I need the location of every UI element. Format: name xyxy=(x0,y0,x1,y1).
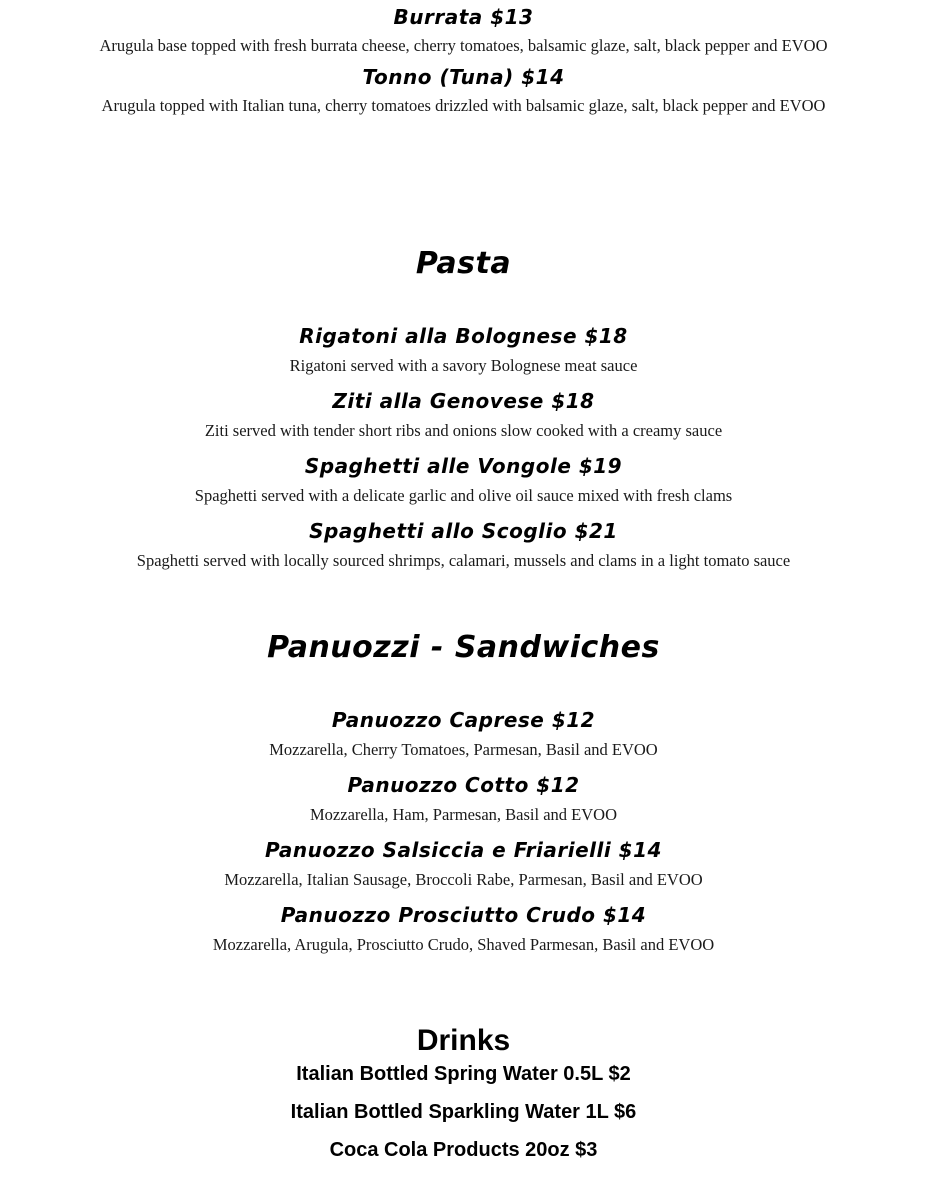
drink-item: Italian Bottled Spring Water 0.5L $2 xyxy=(296,1063,631,1085)
menu-item-name: Burrata $13 xyxy=(393,5,534,29)
section-title-drinks: Drinks xyxy=(416,1024,511,1057)
menu-item-name: Rigatoni alla Bolognese $18 xyxy=(299,324,628,348)
menu-item-name: Panuozzo Cotto $12 xyxy=(347,773,580,797)
menu-item-description: Mozzarella, Cherry Tomatoes, Parmesan, Basil and EVOO xyxy=(269,740,658,759)
drink-item: Italian Bottled Sparkling Water 1L $6 xyxy=(290,1101,637,1123)
menu-item-name: Tonno (Tuna) $14 xyxy=(362,65,565,89)
menu-item-description: Mozzarella, Arugula, Prosciutto Crudo, Shaved Parmesan, Basil and EVOO xyxy=(212,935,715,954)
menu-item-name: Ziti alla Genovese $18 xyxy=(332,389,595,413)
drink-item: Coca Cola Products 20oz $3 xyxy=(329,1139,598,1161)
section-title-pasta: Pasta xyxy=(415,246,512,281)
menu-item-description: Arugula topped with Italian tuna, cherry tomatoes drizzled with balsamic glaze, salt, black pepper and EVOO xyxy=(101,96,826,115)
menu-item-name: Spaghetti allo Scoglio $21 xyxy=(309,519,618,543)
menu-item-name: Panuozzo Salsiccia e Friarielli $14 xyxy=(265,838,662,862)
section-title-panuozzi: Panuozzi - Sandwiches xyxy=(267,630,660,665)
menu-item-description: Spaghetti served with locally sourced shrimps, calamari, mussels and clams in a light tomato sauce xyxy=(136,551,791,570)
menu-item-description: Mozzarella, Ham, Parmesan, Basil and EVOO xyxy=(310,805,617,824)
menu-item-description: Ziti served with tender short ribs and onions slow cooked with a creamy sauce xyxy=(204,421,723,440)
menu-item-name: Spaghetti alle Vongole $19 xyxy=(304,454,623,478)
menu-item-description: Rigatoni served with a savory Bolognese meat sauce xyxy=(289,356,638,375)
menu-item-description: Spaghetti served with a delicate garlic and olive oil sauce mixed with fresh clams xyxy=(194,486,733,505)
menu-item-name: Panuozzo Caprese $12 xyxy=(331,708,596,732)
menu-item-name: Panuozzo Prosciutto Crudo $14 xyxy=(280,903,647,927)
menu-item-description: Arugula base topped with fresh burrata cheese, cherry tomatoes, balsamic glaze, salt, black pepper and EVOO xyxy=(99,36,828,55)
menu-item-description: Mozzarella, Italian Sausage, Broccoli Rabe, Parmesan, Basil and EVOO xyxy=(224,870,703,889)
